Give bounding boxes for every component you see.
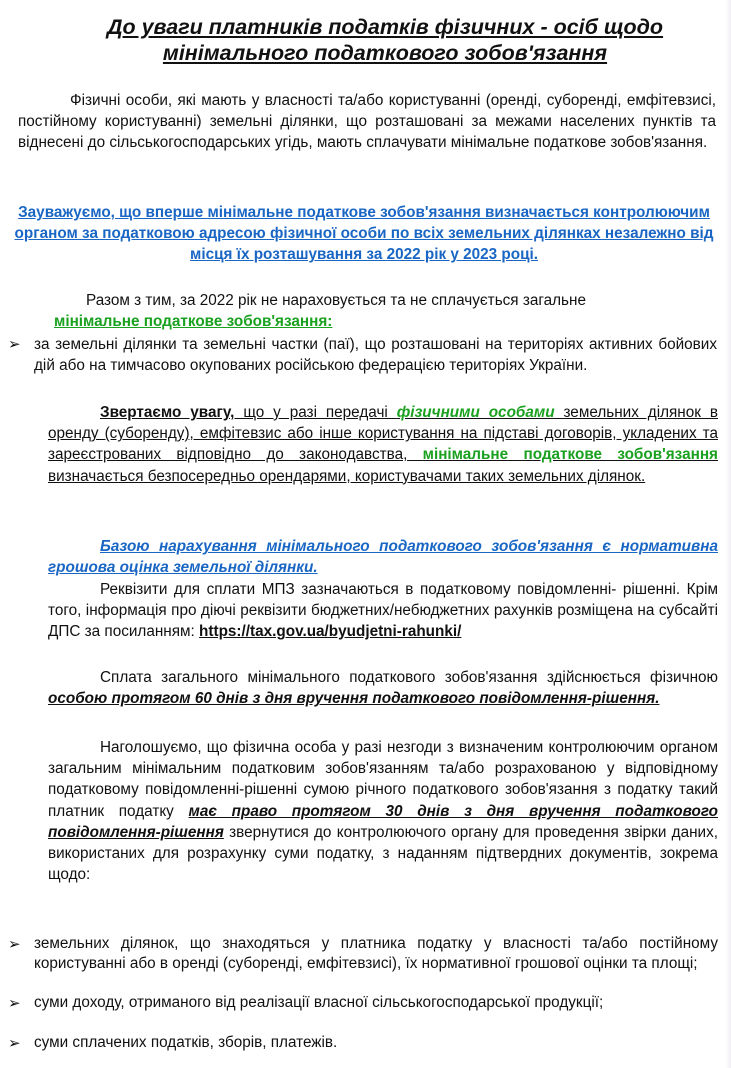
- attention-green2: мінімальне податкове зобов'язання: [422, 446, 718, 464]
- exempt-highlight-text: мінімальне податкове зобов'язання:: [54, 313, 333, 330]
- exempt-intro: Разом з тим, за 2022 рік не нараховується та не сплачується загальне: [86, 292, 586, 309]
- bullet-icon: ➢: [8, 995, 21, 1012]
- attention-part1: що у разі передачі: [234, 404, 397, 421]
- attention-lead: Звертаємо увагу,: [100, 404, 235, 421]
- notice-paragraph: Зауважуємо, що вперше мінімальне податкове зобов'язання визначається контролюючим органом за податковою адресою фізичної особи по всіх земельних ділянках незалежно від місця їх розташування за 2022 рік у 2023 році.: [14, 204, 714, 264]
- attention-part3: визначається безпосередньо орендарями, користувачами таких земельних ділянок.: [48, 467, 646, 485]
- page-edge: [725, 0, 731, 1068]
- title-line-1: До уваги платників податків фізичних - осіб щодо: [106, 15, 664, 39]
- title-line-2: мінімального податкового зобов'язання: [162, 41, 608, 65]
- attention-green1: фізичними особами: [396, 404, 555, 421]
- list-item: суми сплачених податків, зборів, платежів.: [34, 1034, 338, 1051]
- exempt-highlight: [54, 311, 454, 332]
- bullet-icon: ➢: [8, 336, 21, 353]
- payment-emph: особою протягом 60 днів з дня вручення податкового повідомлення-рішення.: [48, 690, 660, 708]
- exempt-bullet: за земельні ділянки та земельні частки (паї), що розташовані на територіях активних бойових дій або на тимчасово окупованих російською федерацією територіях України.: [34, 336, 717, 375]
- bullet-icon: ➢: [8, 936, 21, 953]
- document-title: [40, 14, 730, 66]
- requisites-paragraph: [48, 579, 718, 643]
- list-item: суми доходу, отриманого від реалізації власної сільськогосподарської продукції;: [34, 994, 604, 1011]
- list-item: земельних ділянок, що знаходяться у платника податку у власності та/або постійному користуванні або в оренді (суборенді, емфітевзисі), їх нормативної грошової оцінки та площі;: [34, 935, 718, 972]
- attention-part2: земельних ділянок в оренду (суборенду), емфітевзис або інше користування на підставі договорів, укладених та зареєстрованих відповідно до законодавства,: [48, 404, 718, 464]
- dispute-paragraph: [48, 737, 718, 885]
- dispute-emph: має право протягом 30 днів з дня вручення податкового повідомлення-рішення: [48, 802, 718, 841]
- intro-paragraph: Фізичні особи, які мають у власності та/або користуванні (оренді, суборенді, емфітевзисі, постійному користуванні) земельні ділянки, що розташовані за межами населених пунктів та віднесені до сільськогосподарських угідь, мають сплачувати мінімальне податкове зобов'язання.: [18, 92, 716, 152]
- dispute-text1: Наголошуємо, що фізична особа у разі незгоди з визначеним контролюючим органом загальним мінімальним податковим зобов'язанням та/або розрахованою у відповідному податковому повідомленні-рішенні сумою річного податкового зобов'язання з податку такий платник податку: [48, 739, 718, 820]
- requisites-text: Реквізити для сплати МПЗ зазначаються в податковому повідомленні- рішенні. Крім того, інформація про діючі реквізити бюджетних/небюджетних рахунків розміщена на субсайті ДПС за посиланням:: [48, 581, 718, 641]
- bullet-icon: ➢: [8, 1035, 21, 1052]
- base-paragraph: Базою нарахування мінімального податкового зобов'язання є нормативна грошова оцінка земельної ділянки.: [48, 538, 718, 577]
- payment-text: Сплата загального мінімального податкового зобов'язання здійснюється фізичною: [100, 669, 718, 686]
- payment-paragraph: [48, 667, 718, 709]
- budget-accounts-link[interactable]: https://tax.gov.ua/byudjetni-rahunki/: [199, 623, 462, 641]
- attention-paragraph: [48, 402, 718, 487]
- dispute-text2: звернутися до контролюючого органу для проведення звірки даних, використаних для розрахунку суми податку, з наданням підтвердних документів, зокрема щодо:: [48, 823, 718, 884]
